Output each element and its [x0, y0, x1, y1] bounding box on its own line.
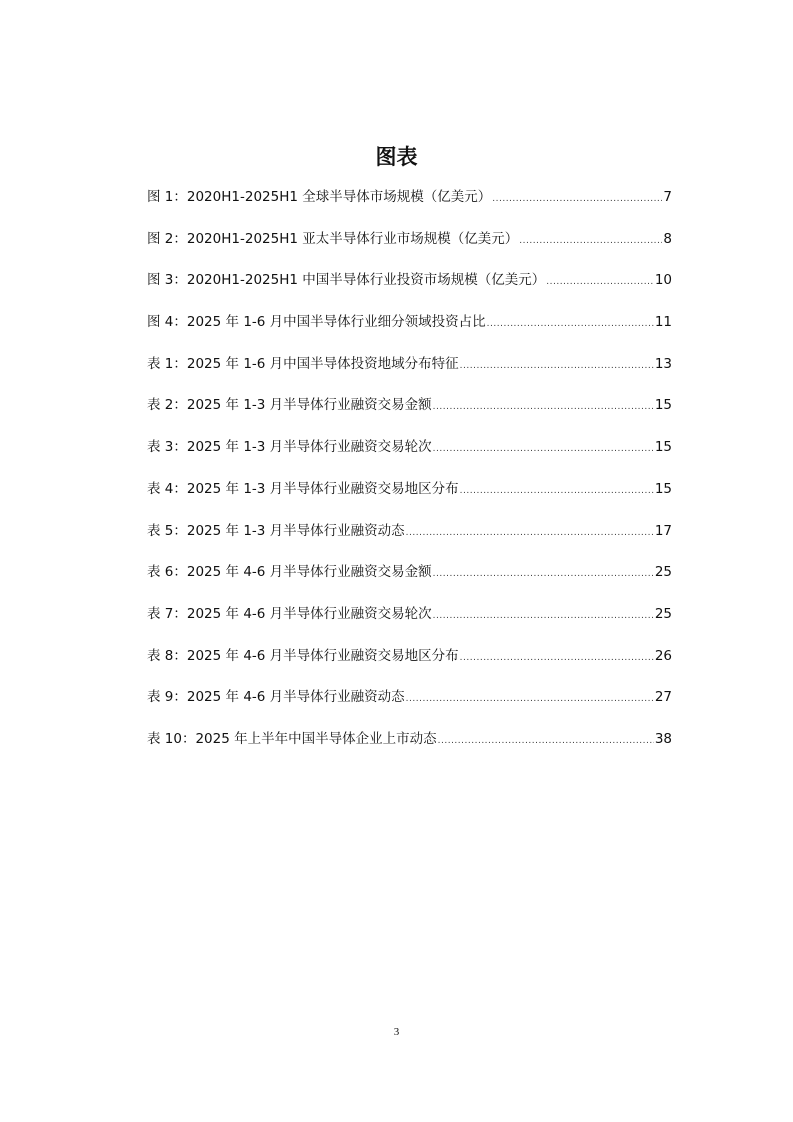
toc-entry-page: 26 — [654, 647, 672, 664]
toc-entry-label: 表 7：2025 年 4-6 月半导体行业融资交易轮次 — [147, 605, 432, 622]
toc-entry-label: 图 2：2020H1-2025H1 亚太半导体行业市场规模（亿美元） — [147, 230, 519, 247]
leader-dots — [460, 486, 654, 496]
toc-entry-page: 13 — [654, 355, 672, 372]
toc-entry-page: 27 — [654, 689, 672, 706]
toc-entry-page: 17 — [654, 522, 672, 539]
toc-entry[interactable] — [147, 393, 672, 435]
toc-entry-label: 表 1：2025 年 1-6 月中国半导体投资地域分布特征 — [147, 355, 459, 372]
toc-entry-label: 图 1：2020H1-2025H1 全球半导体市场规模（亿美元） — [147, 189, 492, 205]
toc-entry-page: 7 — [663, 189, 672, 205]
toc-entry[interactable] — [147, 685, 672, 727]
toc-entry-label: 表 8：2025 年 4-6 月半导体行业融资交易地区分布 — [147, 647, 459, 664]
toc-entry-page: 8 — [663, 230, 672, 247]
toc-entry-label: 表 2：2025 年 1-3 月半导体行业融资交易金额 — [147, 397, 432, 414]
leader-dots — [460, 361, 654, 371]
toc-entry[interactable] — [147, 644, 672, 686]
toc-entry-page: 10 — [654, 272, 672, 289]
toc-entry-page: 11 — [654, 314, 672, 331]
toc-entry[interactable] — [147, 519, 672, 561]
leader-dots — [487, 319, 654, 329]
toc-entry[interactable] — [147, 727, 672, 769]
toc-entry[interactable] — [147, 227, 672, 269]
toc-entry[interactable] — [147, 352, 672, 394]
leader-dots — [433, 611, 654, 621]
toc-entry-page: 15 — [654, 439, 672, 456]
leader-dots — [406, 694, 654, 704]
page-number: 3 — [393, 1026, 400, 1038]
toc-entry-page: 15 — [654, 480, 672, 497]
toc-entry-label: 表 9：2025 年 4-6 月半导体行业融资动态 — [147, 689, 405, 706]
toc-entry-label: 表 4：2025 年 1-3 月半导体行业融资交易地区分布 — [147, 480, 459, 497]
toc-entry[interactable] — [147, 435, 672, 477]
leader-dots — [492, 194, 662, 204]
toc-entry-label: 图 3：2020H1-2025H1 中国半导体行业投资市场规模（亿美元） — [147, 272, 546, 289]
toc-entry[interactable] — [147, 560, 672, 602]
toc-entry-label: 表 5：2025 年 1-3 月半导体行业融资动态 — [147, 522, 405, 539]
leader-dots — [406, 528, 654, 538]
table-of-figures — [147, 185, 672, 769]
toc-entry-label: 表 10：2025 年上半年中国半导体企业上市动态 — [147, 730, 437, 747]
toc-entry-page: 38 — [654, 730, 672, 747]
leader-dots — [433, 569, 654, 579]
toc-entry-page: 25 — [654, 564, 672, 581]
page-title: 图表 — [375, 145, 418, 169]
leader-dots — [433, 444, 654, 454]
toc-entry[interactable] — [147, 185, 672, 227]
toc-entry-label: 图 4：2025 年 1-6 月中国半导体行业细分领域投资占比 — [147, 314, 486, 331]
toc-entry-label: 表 3：2025 年 1-3 月半导体行业融资交易轮次 — [147, 439, 432, 456]
leader-dots — [546, 277, 654, 287]
toc-entry[interactable] — [147, 602, 672, 644]
toc-entry[interactable] — [147, 268, 672, 310]
toc-entry-page: 25 — [654, 605, 672, 622]
toc-entry[interactable] — [147, 310, 672, 352]
toc-entry-page: 15 — [654, 397, 672, 414]
leader-dots — [460, 653, 654, 663]
leader-dots — [519, 236, 662, 246]
leader-dots — [438, 736, 654, 746]
leader-dots — [433, 402, 654, 412]
toc-entry[interactable] — [147, 477, 672, 519]
toc-entry-label: 表 6：2025 年 4-6 月半导体行业融资交易金额 — [147, 564, 432, 581]
